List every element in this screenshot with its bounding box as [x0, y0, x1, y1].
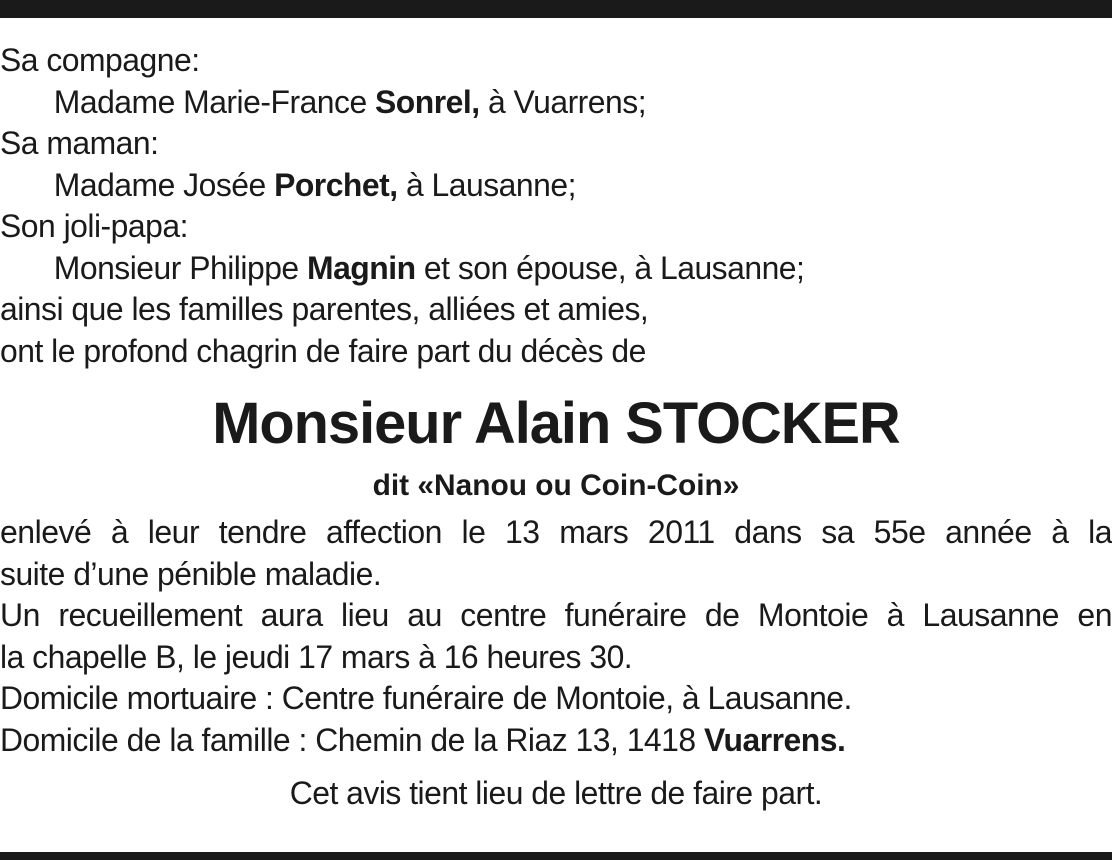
stepfather-entry: [0, 248, 1108, 290]
announcement-line: ont le profond chagrin de faire part du décès de: [0, 332, 646, 369]
mother-surname: Porchet,: [274, 166, 398, 203]
mother-pre: Madame Josée: [53, 166, 275, 203]
obituary-notice: [0, 40, 1112, 815]
companion-label: Sa compagne:: [0, 42, 200, 78]
details-line-5: Domicile mortuaire : Centre funéraire de Montoie, à Lausanne.: [0, 680, 852, 716]
companion-pre: Madame Marie-France: [53, 83, 376, 120]
details-line-6: [0, 720, 1108, 762]
top-border-rule: [0, 0, 1112, 18]
mother-label: Sa maman:: [0, 125, 159, 161]
details-line-2: suite d’une pénible maladie.: [0, 555, 382, 592]
stepfather-label: Son joli-papa:: [0, 208, 188, 244]
details-line-4: la chapelle B, le jeudi 17 mars à 16 heures 30.: [0, 638, 633, 675]
companion-entry: [0, 82, 1108, 124]
details-line-3: Un recueillement aura lieu au centre funéraire de Montoie à Lausanne en: [0, 597, 1112, 633]
details-line-1: enlevé à leur tendre affection le 13 mars 2011 dans sa 55e année à la: [0, 514, 1112, 550]
mother-post: à Lausanne;: [397, 166, 576, 203]
details-line-6-pre: Domicile de la famille : Chemin de la Riaz 13, 1418: [0, 721, 704, 758]
stepfather-surname: Magnin: [307, 249, 416, 286]
stepfather-post: et son épouse, à Lausanne;: [415, 249, 805, 286]
companion-surname: Sonrel,: [375, 83, 480, 120]
families-line: ainsi que les familles parentes, alliées et amies,: [0, 291, 649, 327]
closing-note: Cet avis tient lieu de lettre de faire part.: [289, 775, 823, 811]
details-block: [0, 512, 1112, 761]
companion-post: à Vuarrens;: [479, 83, 647, 120]
bottom-border-rule: [0, 852, 1112, 860]
details-line-6-town: Vuarrens.: [703, 721, 846, 758]
deceased-nickname: dit «Nanou ou Coin-Coin»: [372, 469, 740, 502]
stepfather-pre: Monsieur Philippe: [53, 249, 308, 286]
mother-entry: [0, 165, 1108, 207]
deceased-name: Monsieur Alain STOCKER: [212, 391, 900, 456]
